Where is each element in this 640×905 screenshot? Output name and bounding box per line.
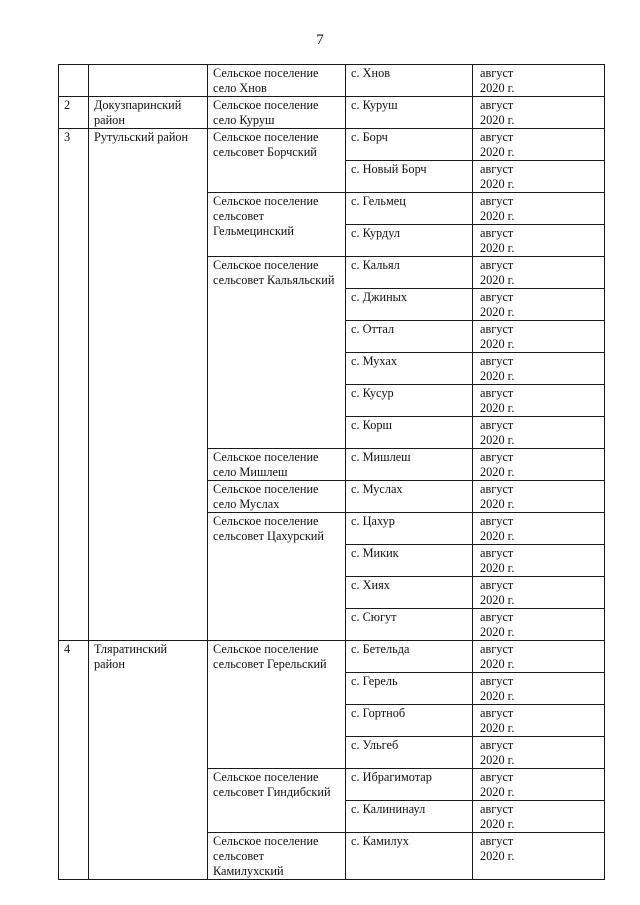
settlement-cell: Сельское поселение село Хнов xyxy=(208,65,346,97)
month-text: август xyxy=(480,578,514,592)
district-cell: Рутульский район xyxy=(89,129,208,641)
year-text: 2020 г. xyxy=(480,849,515,863)
village-cell: с. Хнов xyxy=(346,65,473,97)
village-cell: с. Ульгеб xyxy=(346,737,473,769)
village-cell: с. Мишлеш xyxy=(346,449,473,481)
date-cell xyxy=(473,673,605,705)
year-text: 2020 г. xyxy=(480,369,515,383)
settlement-cell: Сельское поселение сельсовет Борчский xyxy=(208,129,346,193)
date-cell xyxy=(473,321,605,353)
village-cell: с. Цахур xyxy=(346,513,473,545)
settlements-table xyxy=(58,64,605,880)
year-text: 2020 г. xyxy=(480,401,515,415)
month-text: август xyxy=(480,258,514,272)
settlement-cell: Сельское поселение сельсовет Гельмецинский xyxy=(208,193,346,257)
date-cell xyxy=(473,449,605,481)
row-number-cell: 4 xyxy=(59,641,89,880)
year-text: 2020 г. xyxy=(480,593,515,607)
village-cell: с. Сюгут xyxy=(346,609,473,641)
settlement-cell: Сельское поселение сельсовет Гиндибский xyxy=(208,769,346,833)
year-text: 2020 г. xyxy=(480,689,515,703)
year-text: 2020 г. xyxy=(480,497,515,511)
page-number: 7 xyxy=(316,32,324,48)
month-text: август xyxy=(480,514,514,528)
date-cell xyxy=(473,289,605,321)
month-text: август xyxy=(480,98,514,112)
row-number-cell: 2 xyxy=(59,97,89,129)
district-cell xyxy=(89,65,208,97)
month-text: август xyxy=(480,642,514,656)
year-text: 2020 г. xyxy=(480,81,515,95)
village-cell: с. Гельмец xyxy=(346,193,473,225)
row-number-cell xyxy=(59,65,89,97)
village-cell: с. Калининаул xyxy=(346,801,473,833)
village-cell: с. Борч xyxy=(346,129,473,161)
village-cell: с. Оттал xyxy=(346,321,473,353)
month-text: август xyxy=(480,610,514,624)
year-text: 2020 г. xyxy=(480,817,515,831)
month-text: август xyxy=(480,66,514,80)
year-text: 2020 г. xyxy=(480,337,515,351)
month-text: август xyxy=(480,706,514,720)
village-cell: с. Ибрагимотар xyxy=(346,769,473,801)
village-cell: с. Хиях xyxy=(346,577,473,609)
village-cell: с. Гортноб xyxy=(346,705,473,737)
village-cell: с. Курдул xyxy=(346,225,473,257)
date-cell xyxy=(473,833,605,880)
village-cell: с. Джиных xyxy=(346,289,473,321)
year-text: 2020 г. xyxy=(480,465,515,479)
date-cell xyxy=(473,417,605,449)
month-text: август xyxy=(480,482,514,496)
year-text: 2020 г. xyxy=(480,625,515,639)
settlement-cell: Сельское поселение село Мишлеш xyxy=(208,449,346,481)
month-text: август xyxy=(480,674,514,688)
year-text: 2020 г. xyxy=(480,145,515,159)
year-text: 2020 г. xyxy=(480,305,515,319)
date-cell xyxy=(473,737,605,769)
year-text: 2020 г. xyxy=(480,177,515,191)
date-cell xyxy=(473,65,605,97)
village-cell: с. Микик xyxy=(346,545,473,577)
month-text: август xyxy=(480,834,514,848)
village-cell: с. Камилух xyxy=(346,833,473,880)
year-text: 2020 г. xyxy=(480,529,515,543)
date-cell xyxy=(473,193,605,225)
village-cell: с. Кусур xyxy=(346,385,473,417)
date-cell xyxy=(473,129,605,161)
settlement-cell: Сельское поселение сельсовет Камилухский xyxy=(208,833,346,880)
year-text: 2020 г. xyxy=(480,785,515,799)
month-text: август xyxy=(480,546,514,560)
date-cell xyxy=(473,161,605,193)
village-cell: с. Корш xyxy=(346,417,473,449)
village-cell: с. Бетельда xyxy=(346,641,473,673)
village-cell: с. Куруш xyxy=(346,97,473,129)
date-cell xyxy=(473,577,605,609)
settlement-cell: Сельское поселение село Муслах xyxy=(208,481,346,513)
year-text: 2020 г. xyxy=(480,241,515,255)
settlement-cell: Сельское поселение село Куруш xyxy=(208,97,346,129)
year-text: 2020 г. xyxy=(480,209,515,223)
district-cell: Докузпаринский район xyxy=(89,97,208,129)
month-text: август xyxy=(480,290,514,304)
month-text: август xyxy=(480,386,514,400)
month-text: август xyxy=(480,322,514,336)
village-cell: с. Новый Борч xyxy=(346,161,473,193)
month-text: август xyxy=(480,162,514,176)
date-cell xyxy=(473,257,605,289)
table-row xyxy=(59,65,605,97)
year-text: 2020 г. xyxy=(480,561,515,575)
date-cell xyxy=(473,641,605,673)
district-cell: Тляратинский район xyxy=(89,641,208,880)
settlement-cell: Сельское поселение сельсовет Герельский xyxy=(208,641,346,769)
village-cell: с. Кальял xyxy=(346,257,473,289)
year-text: 2020 г. xyxy=(480,721,515,735)
month-text: август xyxy=(480,450,514,464)
row-number-cell: 3 xyxy=(59,129,89,641)
year-text: 2020 г. xyxy=(480,273,515,287)
date-cell xyxy=(473,385,605,417)
settlement-cell: Сельское поселение сельсовет Кальяльский xyxy=(208,257,346,449)
date-cell xyxy=(473,609,605,641)
village-cell: с. Муслах xyxy=(346,481,473,513)
table-row xyxy=(59,129,605,161)
village-cell: с. Мухах xyxy=(346,353,473,385)
date-cell xyxy=(473,353,605,385)
year-text: 2020 г. xyxy=(480,753,515,767)
date-cell xyxy=(473,545,605,577)
date-cell xyxy=(473,801,605,833)
month-text: август xyxy=(480,802,514,816)
month-text: август xyxy=(480,130,514,144)
date-cell xyxy=(473,513,605,545)
month-text: август xyxy=(480,418,514,432)
village-cell: с. Герель xyxy=(346,673,473,705)
date-cell xyxy=(473,705,605,737)
year-text: 2020 г. xyxy=(480,657,515,671)
table-row xyxy=(59,641,605,673)
table-row xyxy=(59,97,605,129)
month-text: август xyxy=(480,194,514,208)
date-cell xyxy=(473,481,605,513)
date-cell xyxy=(473,769,605,801)
month-text: август xyxy=(480,354,514,368)
settlement-cell: Сельское поселение сельсовет Цахурский xyxy=(208,513,346,641)
year-text: 2020 г. xyxy=(480,433,515,447)
month-text: август xyxy=(480,738,514,752)
month-text: август xyxy=(480,770,514,784)
month-text: август xyxy=(480,226,514,240)
date-cell xyxy=(473,97,605,129)
date-cell xyxy=(473,225,605,257)
year-text: 2020 г. xyxy=(480,113,515,127)
